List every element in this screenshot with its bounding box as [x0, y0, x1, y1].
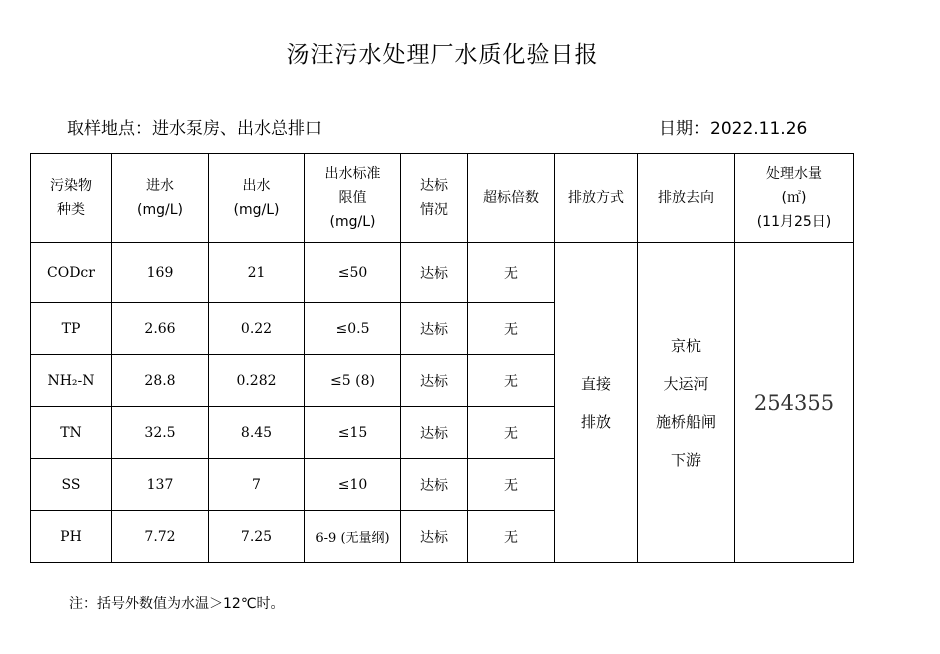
- pollutant-cell: NH₂-N: [31, 355, 112, 407]
- effluent-cell: 7: [209, 459, 305, 511]
- exceed-cell: 无: [468, 511, 555, 563]
- influent-cell: 7.72: [112, 511, 209, 563]
- effluent-cell: 0.282: [209, 355, 305, 407]
- header-exceed-factor: 超标倍数: [468, 154, 555, 243]
- influent-cell: 137: [112, 459, 209, 511]
- exceed-cell: 无: [468, 459, 555, 511]
- influent-cell: 32.5: [112, 407, 209, 459]
- pollutant-cell: TP: [31, 303, 112, 355]
- exceed-cell: 无: [468, 355, 555, 407]
- discharge-destination-cell: 京杭 大运河 施桥船闸 下游: [638, 243, 735, 563]
- compliance-cell: 达标: [401, 511, 468, 563]
- report-date: 日期：2022.11.26: [659, 119, 808, 139]
- header-volume: 处理水量 (㎡) (11月25日): [735, 154, 854, 243]
- limit-cell: ≤5 (8): [305, 355, 401, 407]
- header-discharge-destination: 排放去向: [638, 154, 735, 243]
- influent-cell: 2.66: [112, 303, 209, 355]
- header-influent: 进水 (mg/L): [112, 154, 209, 243]
- effluent-cell: 0.22: [209, 303, 305, 355]
- header-compliance: 达标 情况: [401, 154, 468, 243]
- footnote: 注：括号外数值为水温＞12℃时。: [69, 596, 285, 612]
- compliance-cell: 达标: [401, 407, 468, 459]
- compliance-cell: 达标: [401, 459, 468, 511]
- table-row: [31, 243, 854, 303]
- water-quality-table: [30, 153, 854, 563]
- limit-cell: 6-9 (无量纲): [305, 511, 401, 563]
- header-pollutant: 污染物 种类: [31, 154, 112, 243]
- effluent-cell: 8.45: [209, 407, 305, 459]
- limit-cell: ≤10: [305, 459, 401, 511]
- exceed-cell: 无: [468, 407, 555, 459]
- header-limit: 出水标准 限值 (mg/L): [305, 154, 401, 243]
- effluent-cell: 21: [209, 243, 305, 303]
- exceed-cell: 无: [468, 243, 555, 303]
- limit-cell: ≤15: [305, 407, 401, 459]
- header-effluent: 出水 (mg/L): [209, 154, 305, 243]
- pollutant-cell: CODcr: [31, 243, 112, 303]
- exceed-cell: 无: [468, 303, 555, 355]
- sampling-location: 取样地点：进水泵房、出水总排口: [67, 119, 322, 139]
- effluent-cell: 7.25: [209, 511, 305, 563]
- limit-cell: ≤50: [305, 243, 401, 303]
- header-row: [31, 154, 854, 243]
- compliance-cell: 达标: [401, 303, 468, 355]
- influent-cell: 169: [112, 243, 209, 303]
- pollutant-cell: TN: [31, 407, 112, 459]
- compliance-cell: 达标: [401, 355, 468, 407]
- limit-cell: ≤0.5: [305, 303, 401, 355]
- pollutant-cell: PH: [31, 511, 112, 563]
- discharge-method-cell: 直接 排放: [555, 243, 638, 563]
- compliance-cell: 达标: [401, 243, 468, 303]
- header-discharge-method: 排放方式: [555, 154, 638, 243]
- report-title: 汤汪污水处理厂水质化验日报: [286, 42, 599, 68]
- pollutant-cell: SS: [31, 459, 112, 511]
- influent-cell: 28.8: [112, 355, 209, 407]
- treated-volume-cell: 254355: [735, 243, 854, 563]
